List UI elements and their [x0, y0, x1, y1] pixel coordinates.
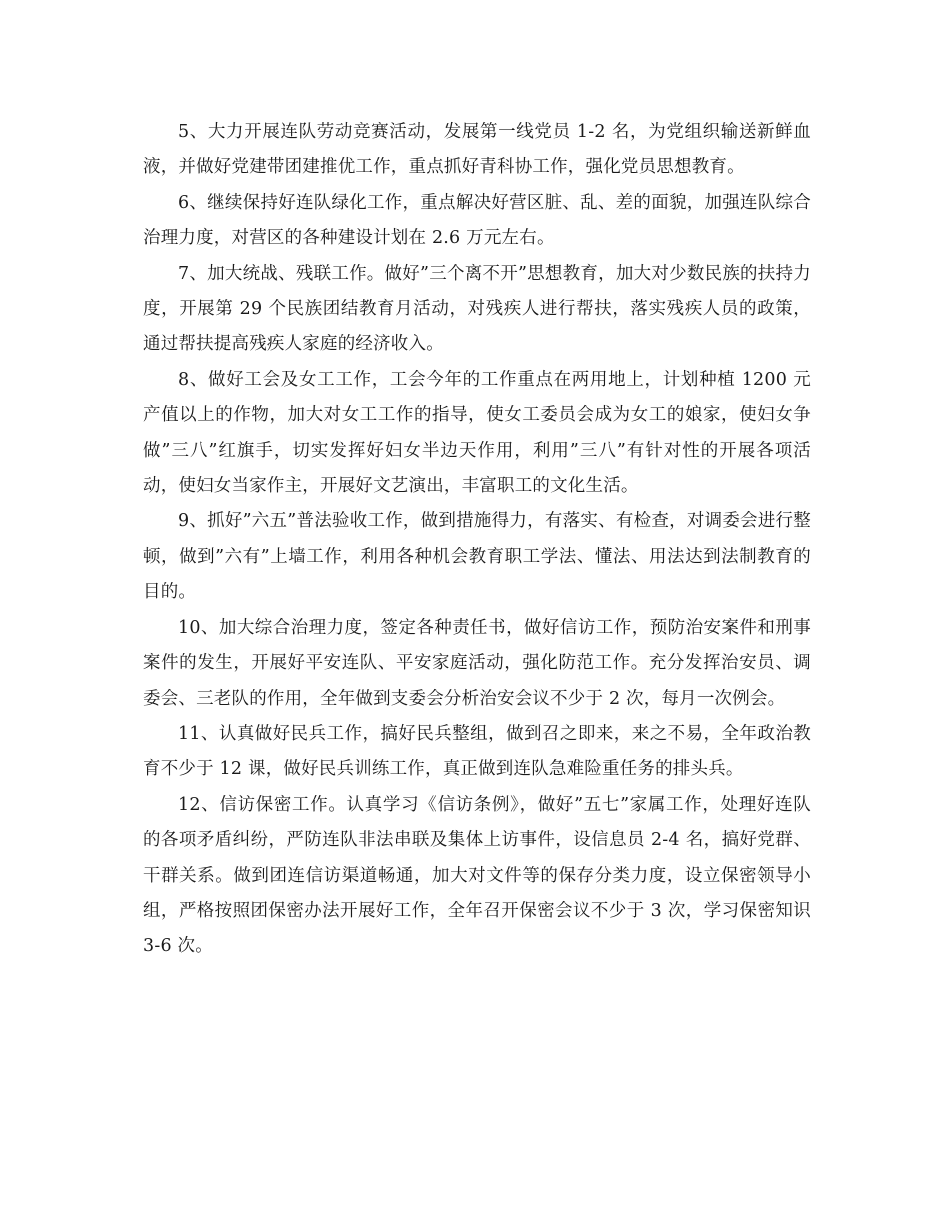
document-body: [143, 115, 811, 965]
paragraph-item-6: 6、继续保持好连队绿化工作，重点解决好营区脏、乱、差的面貌，加强连队综合治理力度，对营区的各种建设计划在 2.6 万元左右。: [143, 192, 811, 249]
paragraph-item-8: 8、做好工会及女工工作，工会今年的工作重点在两用地上，计划种植 1200 元产值以上的作物，加大对女工工作的指导，使女工委员会成为女工的娘家，使妇女争做”三八”红旗手，切实发挥好妇女半边天作用，利用”三八”有针对性的开展各项活动，使妇女当家作主，开展好文艺演出，丰富职工的文化生活。: [143, 369, 811, 497]
paragraph-item-9: 9、抓好”六五”普法验收工作，做到措施得力，有落实、有检查，对调委会进行整顿，做到”六有”上墙工作，利用各种机会教育职工学法、懂法、用法达到法制教育的目的。: [143, 511, 811, 603]
paragraph-item-7: 7、加大统战、残联工作。做好”三个离不开”思想教育，加大对少数民族的扶持力度，开展第 29 个民族团结教育月活动，对残疾人进行帮扶，落实残疾人员的政策，通过帮扶提高残疾人家庭的经济收入。: [143, 263, 811, 355]
paragraph-item-11: 11、认真做好民兵工作，搞好民兵整组，做到召之即来，来之不易，全年政治教育不少于 12 课，做好民兵训练工作，真正做到连队急难险重任务的排头兵。: [143, 723, 811, 780]
paragraph-item-12: 12、信访保密工作。认真学习《信访条例》，做好”五七”家属工作，处理好连队的各项矛盾纠纷，严防连队非法串联及集体上访事件，设信息员 2-4 名，搞好党群、干群关系。做到团连信访渠道畅通，加大对文件等的保存分类力度，设立保密领导小组，严格按照团保密办法开展好工作，全年召开保密会议不少于 3 次，学习保密知识 3-6 次。: [143, 794, 811, 957]
paragraph-item-10: 10、加大综合治理力度，签定各种责任书，做好信访工作，预防治安案件和刑事案件的发生，开展好平安连队、平安家庭活动，强化防范工作。充分发挥治安员、调委会、三老队的作用，全年做到支委会分析治安会议不少于 2 次，每月一次例会。: [143, 617, 811, 709]
paragraph-item-5: 5、大力开展连队劳动竞赛活动，发展第一线党员 1-2 名，为党组织输送新鲜血液，并做好党建带团建推优工作，重点抓好青科协工作，强化党员思想教育。: [143, 122, 811, 178]
